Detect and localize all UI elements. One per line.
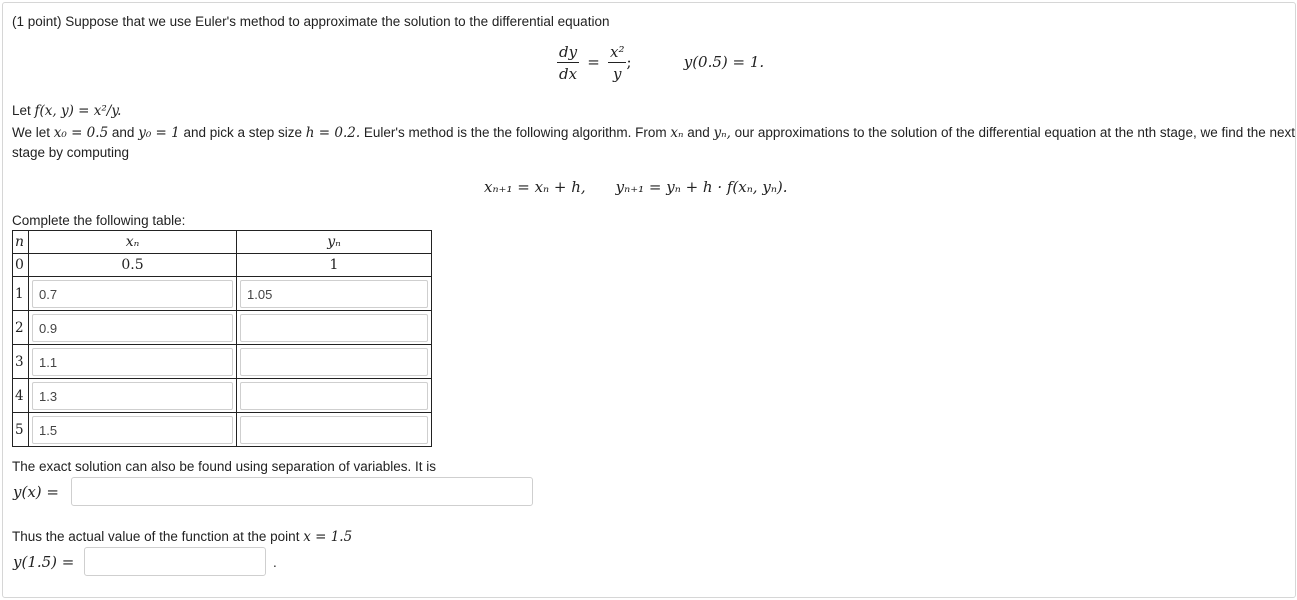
step-size-value: h = 0.2. [305,125,361,141]
table-row-initial [13,254,432,277]
ode-equals: = [587,52,600,71]
cell-n-5: 5 [13,413,29,447]
let-line [12,103,121,119]
cell-n-0: 0 [13,254,29,277]
rhs-numerator: x² [610,43,625,61]
header-n: n [13,231,29,254]
exact-solution-text: The exact solution can also be found using separation of variables. It is [12,459,437,474]
table-row [13,311,432,345]
exact-solution-input[interactable] [71,477,533,506]
y2-input[interactable] [240,314,428,342]
euler-table [12,230,432,447]
x5-input[interactable]: 1.5 [32,416,233,444]
table-row [13,345,432,379]
para-text-5: and [683,125,714,140]
f-definition: f(x, y) = x²/y. [34,103,122,119]
cell-n-1: 1 [13,277,29,311]
yn-symbol: yₙ, [713,125,731,141]
para-text-1: We let [12,125,54,140]
derivative-numerator: dy [559,43,578,61]
initial-condition: y(0.5) = 1. [683,52,765,71]
rhs-denominator: y [613,65,622,83]
y15-input[interactable] [84,547,266,576]
cell-n-2: 2 [13,311,29,345]
para-text-6: our approximations to the solution of the differential equation at the nth stage, we find the next stage by computing [12,125,1296,160]
para-text-2: and [108,125,139,140]
table-instruction: Complete the following table: [12,213,186,228]
let-text: Let [12,103,35,118]
table-row [13,379,432,413]
para-text-4: Euler's method is the the following algorithm. From [360,125,671,140]
y5-input[interactable] [240,416,428,444]
table-row [13,277,432,311]
cell-n-3: 3 [13,345,29,379]
y3-input[interactable] [240,348,428,376]
cell-n-4: 4 [13,379,29,413]
table-header-row [13,231,432,254]
problem-panel [2,2,1296,598]
para-text-3: and pick a step size [179,125,306,140]
xn-symbol: xₙ [670,125,684,141]
x4-input[interactable]: 1.3 [32,382,233,410]
cell-y-0: 1 [237,254,432,277]
table-row [13,413,432,447]
problem-intro: (1 point) Suppose that we use Euler's method to approximate the solution to the differential equation [12,14,610,29]
euler-step-display [484,178,788,196]
x-point: x = 1.5 [303,529,353,545]
algorithm-paragraph [12,123,1297,163]
derivative-fraction [557,43,579,83]
ode-display [557,43,764,83]
ode-semicolon: ; [626,52,632,71]
header-xn: xₙ [29,231,237,254]
x3-input[interactable]: 1.1 [32,348,233,376]
thus-text: Thus the actual value of the function at the point [12,529,304,544]
y-step-formula: yₙ₊₁ = yₙ + h · f(xₙ, yₙ). [615,178,788,196]
x-step-formula: xₙ₊₁ = xₙ + h, [484,178,586,196]
yx-label: y(x) = [13,483,59,501]
derivative-denominator: dx [559,65,578,83]
x2-input[interactable]: 0.9 [32,314,233,342]
header-yn: yₙ [237,231,432,254]
y1-input[interactable]: 1.05 [240,280,428,308]
y0-value: y₀ = 1 [138,125,180,141]
x1-input[interactable]: 0.7 [32,280,233,308]
rhs-fraction [608,43,626,83]
cell-x-0: 0.5 [29,254,237,277]
y4-input[interactable] [240,382,428,410]
x0-value: x₀ = 0.5 [53,125,109,141]
y15-label: y(1.5) = [13,553,75,571]
trailing-period: . [273,555,277,570]
actual-value-text [12,529,352,545]
